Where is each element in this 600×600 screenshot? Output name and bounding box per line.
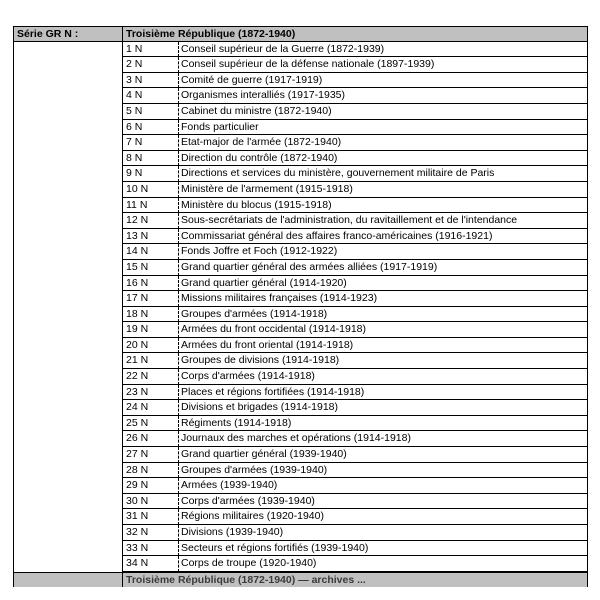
row-code: 4 N bbox=[122, 88, 178, 104]
table-row bbox=[13, 291, 588, 307]
row-label: Conseil supérieur de la défense nationale (1897-1939) bbox=[178, 57, 588, 73]
table-row bbox=[13, 135, 588, 151]
row-spacer-cell bbox=[13, 385, 122, 401]
row-label: Fonds Joffre et Foch (1912-1922) bbox=[178, 244, 588, 260]
row-label: Régions militaires (1920-1940) bbox=[178, 509, 588, 525]
row-code: 10 N bbox=[122, 182, 178, 198]
table-row bbox=[13, 42, 588, 58]
row-label: Corps de troupe (1920-1940) bbox=[178, 556, 588, 572]
row-code: 31 N bbox=[122, 509, 178, 525]
row-code: 8 N bbox=[122, 151, 178, 167]
row-label: Sous-secrétariats de l'administration, du ravitaillement et de l'intendance bbox=[178, 213, 588, 229]
row-code: 30 N bbox=[122, 494, 178, 510]
row-code: 14 N bbox=[122, 244, 178, 260]
row-label: Ministère du blocus (1915-1918) bbox=[178, 198, 588, 214]
table-row bbox=[13, 322, 588, 338]
row-spacer-cell bbox=[13, 229, 122, 245]
row-spacer-cell bbox=[13, 73, 122, 89]
row-spacer-cell bbox=[13, 447, 122, 463]
row-code: 13 N bbox=[122, 229, 178, 245]
row-code: 29 N bbox=[122, 478, 178, 494]
row-code: 5 N bbox=[122, 104, 178, 120]
row-spacer-cell bbox=[13, 276, 122, 292]
row-label: Grand quartier général (1939-1940) bbox=[178, 447, 588, 463]
table-row bbox=[13, 166, 588, 182]
row-label: Ministère de l'armement (1915-1918) bbox=[178, 182, 588, 198]
row-label: Direction du contrôle (1872-1940) bbox=[178, 151, 588, 167]
row-spacer-cell bbox=[13, 104, 122, 120]
row-code: 22 N bbox=[122, 369, 178, 385]
row-code: 24 N bbox=[122, 400, 178, 416]
row-spacer-cell bbox=[13, 431, 122, 447]
row-spacer-cell bbox=[13, 478, 122, 494]
row-code: 15 N bbox=[122, 260, 178, 276]
row-label: Divisions et brigades (1914-1918) bbox=[178, 400, 588, 416]
row-code: 23 N bbox=[122, 385, 178, 401]
row-label: Organismes interalliés (1917-1935) bbox=[178, 88, 588, 104]
series-header-row bbox=[13, 26, 588, 42]
table-row bbox=[13, 463, 588, 479]
row-spacer-cell bbox=[13, 541, 122, 557]
row-spacer-cell bbox=[13, 244, 122, 260]
row-label: Grand quartier général (1914-1920) bbox=[178, 276, 588, 292]
row-spacer-cell bbox=[13, 57, 122, 73]
table-row bbox=[13, 307, 588, 323]
row-label: Armées du front occidental (1914-1918) bbox=[178, 322, 588, 338]
row-label: Directions et services du ministère, gouvernement militaire de Paris bbox=[178, 166, 588, 182]
row-label: Etat-major de l'armée (1872-1940) bbox=[178, 135, 588, 151]
row-spacer-cell bbox=[13, 416, 122, 432]
table-row bbox=[13, 104, 588, 120]
row-label: Grand quartier général des armées alliées (1917-1919) bbox=[178, 260, 588, 276]
table-row bbox=[13, 182, 588, 198]
table-row bbox=[13, 244, 588, 260]
row-spacer-cell bbox=[13, 369, 122, 385]
row-label: Groupes d'armées (1939-1940) bbox=[178, 463, 588, 479]
row-label: Commissariat général des affaires franco-américaines (1916-1921) bbox=[178, 229, 588, 245]
row-label: Corps d'armées (1939-1940) bbox=[178, 494, 588, 510]
series-rows bbox=[13, 42, 588, 572]
row-label: Armées du front oriental (1914-1918) bbox=[178, 338, 588, 354]
table-row bbox=[13, 338, 588, 354]
row-code: 32 N bbox=[122, 525, 178, 541]
row-label: Journaux des marches et opérations (1914-1918) bbox=[178, 431, 588, 447]
table-row bbox=[13, 494, 588, 510]
row-spacer-cell bbox=[13, 260, 122, 276]
row-spacer-cell bbox=[13, 182, 122, 198]
row-spacer-cell bbox=[13, 463, 122, 479]
row-spacer-cell bbox=[13, 353, 122, 369]
row-code: 16 N bbox=[122, 276, 178, 292]
row-spacer-cell bbox=[13, 556, 122, 572]
row-code: 12 N bbox=[122, 213, 178, 229]
table-row bbox=[13, 353, 588, 369]
row-label: Places et régions fortifiées (1914-1918) bbox=[178, 385, 588, 401]
table-row bbox=[13, 120, 588, 136]
series-table bbox=[13, 26, 588, 600]
row-code: 2 N bbox=[122, 57, 178, 73]
row-label: Régiments (1914-1918) bbox=[178, 416, 588, 432]
table-row bbox=[13, 151, 588, 167]
table-row bbox=[13, 509, 588, 525]
table-row bbox=[13, 88, 588, 104]
row-label: Groupes d'armées (1914-1918) bbox=[178, 307, 588, 323]
row-spacer-cell bbox=[13, 400, 122, 416]
table-row bbox=[13, 556, 588, 572]
row-code: 7 N bbox=[122, 135, 178, 151]
row-code: 3 N bbox=[122, 73, 178, 89]
row-label: Secteurs et régions fortifiés (1939-1940) bbox=[178, 541, 588, 557]
table-row bbox=[13, 73, 588, 89]
row-spacer-cell bbox=[13, 338, 122, 354]
row-spacer-cell bbox=[13, 135, 122, 151]
row-code: 33 N bbox=[122, 541, 178, 557]
table-row bbox=[13, 276, 588, 292]
table-row bbox=[13, 525, 588, 541]
table-row bbox=[13, 369, 588, 385]
row-code: 1 N bbox=[122, 42, 178, 58]
row-spacer-cell bbox=[13, 166, 122, 182]
row-code: 27 N bbox=[122, 447, 178, 463]
row-code: 34 N bbox=[122, 556, 178, 572]
row-spacer-cell bbox=[13, 525, 122, 541]
series-label: Série GR N : bbox=[13, 27, 122, 41]
row-spacer-cell bbox=[13, 322, 122, 338]
table-row bbox=[13, 416, 588, 432]
table-row bbox=[13, 385, 588, 401]
row-spacer-cell bbox=[13, 42, 122, 58]
next-section-title: Troisième République (1872-1940) — archives ... bbox=[122, 573, 588, 588]
row-label: Corps d'armées (1914-1918) bbox=[178, 369, 588, 385]
row-code: 20 N bbox=[122, 338, 178, 354]
row-code: 9 N bbox=[122, 166, 178, 182]
next-section-label bbox=[13, 573, 122, 588]
series-title: Troisième République (1872-1940) bbox=[122, 27, 588, 41]
row-label: Divisions (1939-1940) bbox=[178, 525, 588, 541]
row-label: Cabinet du ministre (1872-1940) bbox=[178, 104, 588, 120]
table-row bbox=[13, 431, 588, 447]
row-code: 26 N bbox=[122, 431, 178, 447]
row-label: Conseil supérieur de la Guerre (1872-1939) bbox=[178, 42, 588, 58]
row-label: Missions militaires françaises (1914-1923) bbox=[178, 291, 588, 307]
row-code: 21 N bbox=[122, 353, 178, 369]
row-spacer-cell bbox=[13, 509, 122, 525]
row-code: 18 N bbox=[122, 307, 178, 323]
row-spacer-cell bbox=[13, 213, 122, 229]
table-row bbox=[13, 400, 588, 416]
row-code: 17 N bbox=[122, 291, 178, 307]
row-code: 28 N bbox=[122, 463, 178, 479]
row-label: Armées (1939-1940) bbox=[178, 478, 588, 494]
table-row bbox=[13, 260, 588, 276]
table-row bbox=[13, 213, 588, 229]
row-code: 19 N bbox=[122, 322, 178, 338]
table-row bbox=[13, 229, 588, 245]
row-label: Fonds particulier bbox=[178, 120, 588, 136]
table-row bbox=[13, 57, 588, 73]
row-spacer-cell bbox=[13, 291, 122, 307]
row-code: 6 N bbox=[122, 120, 178, 136]
next-section-header-row bbox=[13, 572, 588, 588]
table-row bbox=[13, 478, 588, 494]
row-spacer-cell bbox=[13, 88, 122, 104]
row-code: 25 N bbox=[122, 416, 178, 432]
table-row bbox=[13, 198, 588, 214]
row-label: Comité de guerre (1917-1919) bbox=[178, 73, 588, 89]
row-label: Groupes de divisions (1914-1918) bbox=[178, 353, 588, 369]
row-code: 11 N bbox=[122, 198, 178, 214]
row-spacer-cell bbox=[13, 151, 122, 167]
row-spacer-cell bbox=[13, 494, 122, 510]
row-spacer-cell bbox=[13, 307, 122, 323]
row-spacer-cell bbox=[13, 198, 122, 214]
table-row bbox=[13, 541, 588, 557]
table-row bbox=[13, 447, 588, 463]
row-spacer-cell bbox=[13, 120, 122, 136]
